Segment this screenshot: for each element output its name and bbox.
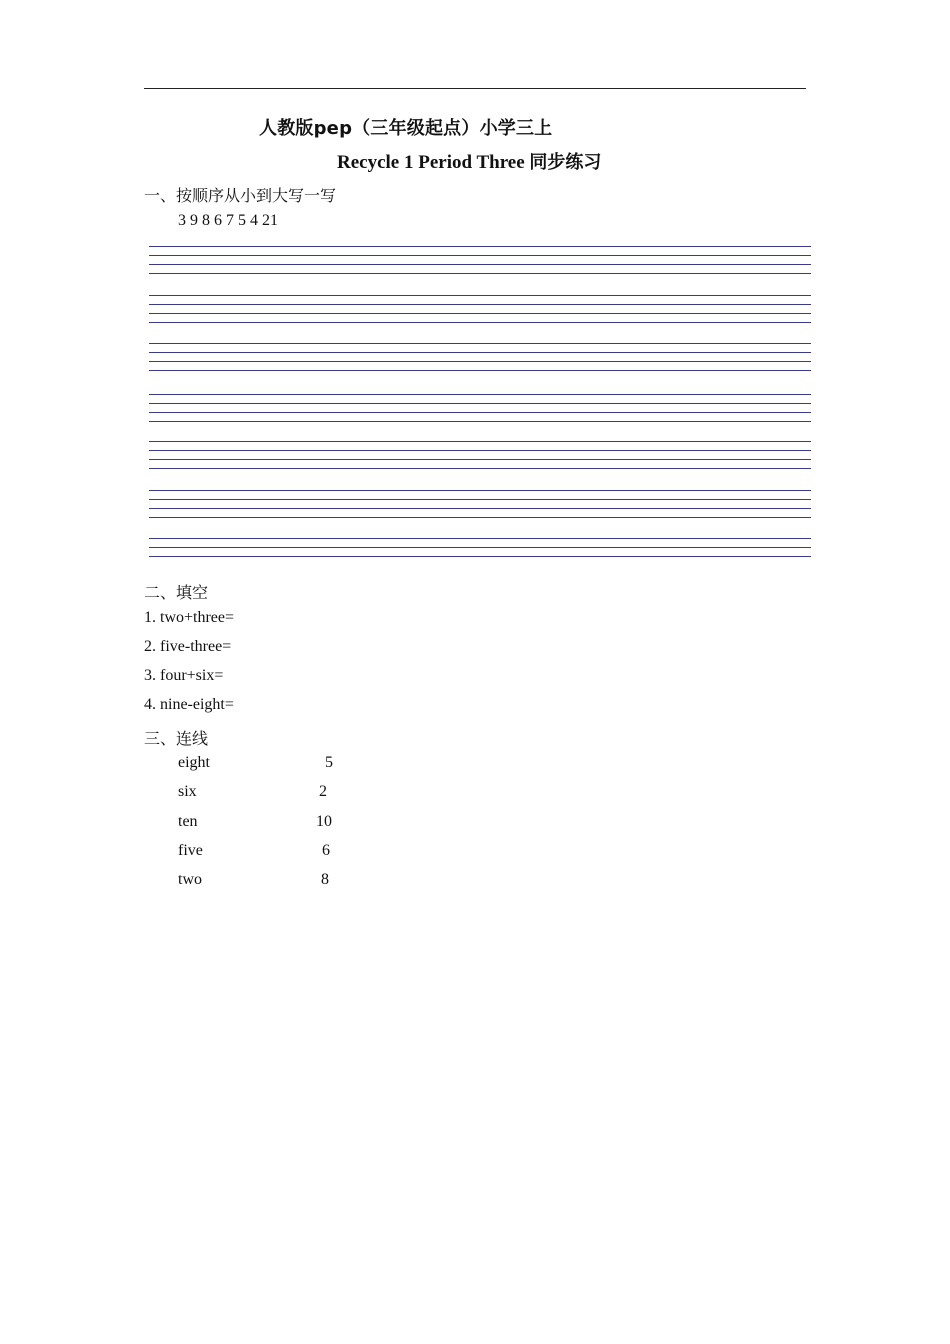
match-number: 5	[325, 754, 333, 771]
handwriting-lines[interactable]	[149, 246, 811, 558]
section1-numbers: 3 9 8 6 7 5 4 21	[178, 212, 278, 229]
fill-item: 3. four+six=	[144, 667, 224, 684]
writing-line-set	[149, 538, 811, 568]
writing-line-set	[149, 394, 811, 424]
document-subtitle	[337, 148, 601, 174]
fill-item: 4. nine-eight=	[144, 696, 234, 713]
match-word: six	[178, 783, 197, 800]
writing-line-set	[149, 441, 811, 471]
section2-heading: 二、填空	[144, 583, 209, 602]
match-number: 6	[322, 842, 330, 859]
match-word: ten	[178, 813, 198, 830]
match-word: eight	[178, 754, 210, 771]
writing-line-set	[149, 246, 811, 276]
writing-line-set	[149, 343, 811, 373]
fill-item: 2. five-three=	[144, 638, 232, 655]
match-word: two	[178, 871, 202, 888]
match-word: five	[178, 842, 203, 859]
section1-heading: 一、按顺序从小到大写一写	[144, 186, 337, 205]
subtitle-chinese: 同步练习	[529, 152, 602, 173]
match-number: 2	[319, 783, 327, 800]
writing-line-set	[149, 490, 811, 520]
subtitle-english: Recycle 1 Period Three	[337, 152, 525, 173]
match-number: 8	[321, 871, 329, 888]
fill-item: 1. two+three=	[144, 609, 235, 626]
match-number: 10	[316, 813, 332, 830]
section3-heading: 三、连线	[144, 729, 209, 748]
document-title: 人教版pep（三年级起点）小学三上	[259, 118, 553, 139]
writing-line-set	[149, 295, 811, 325]
header-rule	[144, 88, 806, 89]
